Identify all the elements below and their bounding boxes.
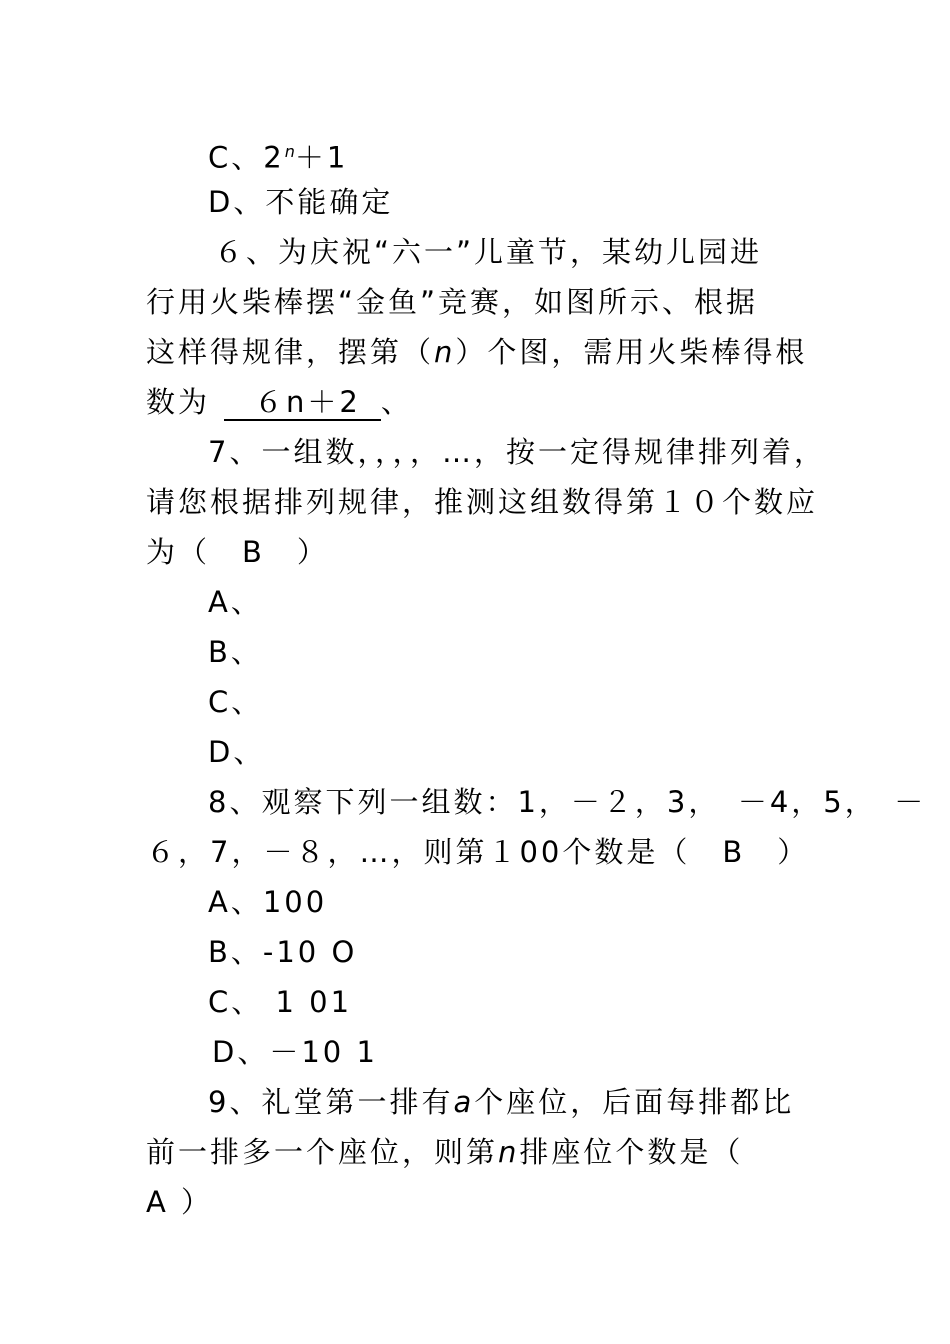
- text-segment: 排座位个数是（: [519, 1135, 744, 1169]
- text-segment: 、: [380, 385, 413, 419]
- option-d-q7: D、: [208, 735, 266, 769]
- option-d-q5: D、不能确定: [208, 185, 394, 219]
- variable-a: a: [453, 1085, 475, 1119]
- question-7-line-3: 为（ B ）: [146, 535, 329, 569]
- question-9-line-1: [208, 1084, 794, 1120]
- option-text: C、2: [208, 140, 285, 175]
- option-c-q5: [208, 134, 348, 176]
- question-7-line-2: 请您根据排列规律，推测这组数得第１０个数应: [146, 485, 819, 519]
- option-d-q8: D、－10 1: [212, 1035, 378, 1069]
- text-segment: 这样得规律，摆第（: [146, 335, 435, 369]
- answer-blank: ６n＋2: [224, 385, 381, 421]
- question-6-line-2: 行用火柴棒摆“金鱼”竞赛，如图所示、根据: [146, 285, 759, 319]
- option-a-q8: A、100: [208, 885, 328, 919]
- variable-n: n: [498, 1135, 520, 1169]
- text-segment: 个座位，后面每排都比: [474, 1085, 795, 1119]
- option-c-q7: C、: [208, 685, 264, 719]
- text-segment: 数为: [146, 385, 211, 419]
- question-6-line-4: [146, 384, 413, 421]
- question-9-line-3: A ）: [146, 1185, 214, 1219]
- option-b-q7: B、: [208, 635, 263, 669]
- text-segment: ）个图，需用火柴棒得根: [455, 335, 808, 369]
- question-6-line-1: ６、为庆祝“六一”儿童节，某幼儿园进: [214, 235, 763, 269]
- question-8-line-2: ６，7，－８，…，则第１00个数是（ B ）: [146, 835, 810, 869]
- question-8-line-1: 8、观察下列一组数：1，－２，3， －4，5， －: [208, 785, 927, 819]
- option-a-q7: A、: [208, 585, 263, 619]
- option-text-tail: ＋1: [294, 140, 349, 175]
- text-segment: 9、礼堂第一排有: [208, 1085, 454, 1119]
- option-b-q8: B、-10 O: [208, 935, 358, 969]
- variable-n: n: [434, 335, 456, 369]
- question-6-line-3: [146, 334, 807, 370]
- superscript-n: n: [284, 142, 295, 161]
- question-7-line-1: 7、一组数，，，，…，按一定得规律排列着，: [208, 435, 826, 469]
- text-segment: 前一排多一个座位，则第: [146, 1135, 499, 1169]
- question-9-line-2: [146, 1134, 743, 1170]
- option-c-q8: C、 1 01: [208, 985, 353, 1019]
